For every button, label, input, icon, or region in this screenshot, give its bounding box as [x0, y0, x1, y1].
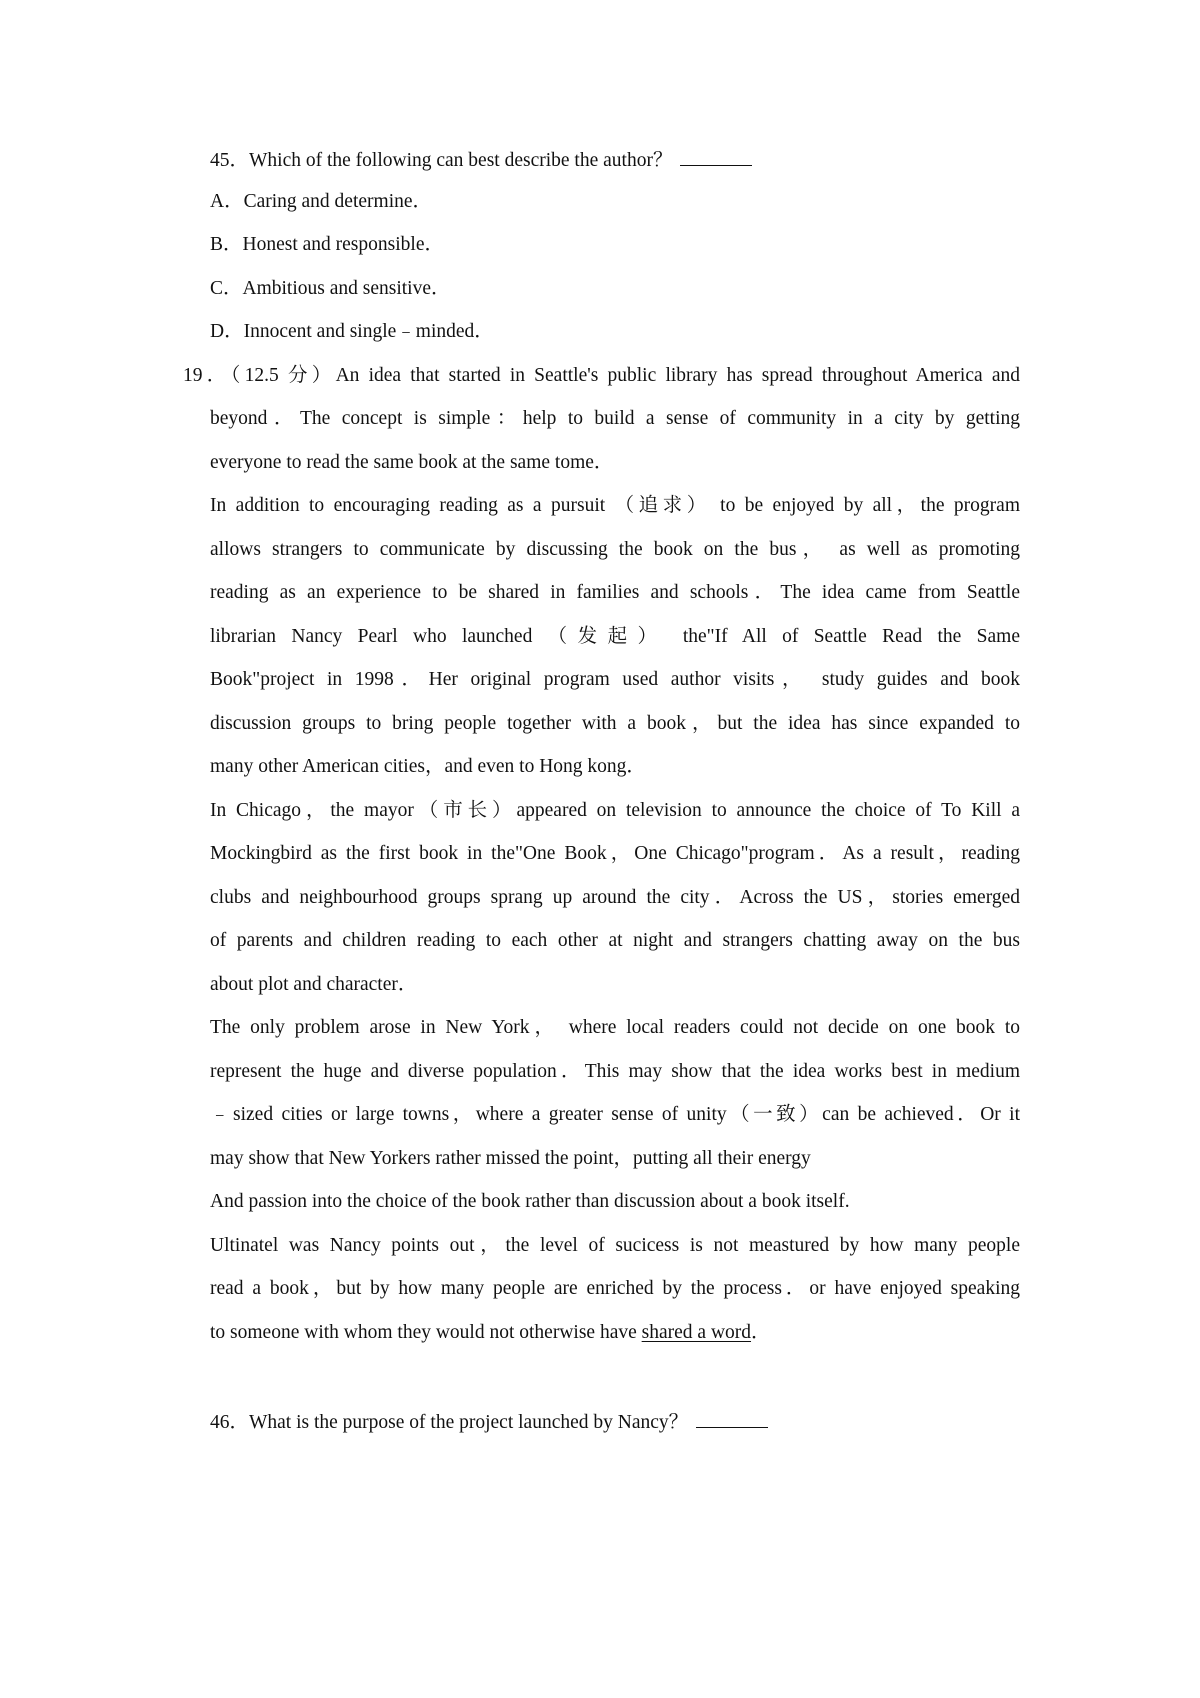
passage-line: In Chicago，the mayor（市长）appeared on television to announce the choice of To Kill a — [210, 800, 1020, 821]
passage-line: The only problem arose in New York， where local readers could not decide on one book to — [210, 1017, 1020, 1038]
passage-line: Mockingbird as the first book in the"One Book，One Chicago"program．As a result，reading — [210, 843, 1020, 864]
option-c: C．Ambitious and sensitive． — [210, 278, 451, 299]
question-45-text: 45．Which of the following can best describe the author？ — [210, 150, 673, 171]
passage-line: discussion groups to bring people together with a book，but the idea has since expanded to — [210, 713, 1020, 734]
passage-line: many other American cities，and even to Hong kong． — [210, 756, 646, 777]
passage-line: In addition to encouraging reading as a pursuit （追求） to be enjoyed by all，the program — [210, 495, 1020, 516]
passage-line: Book"project in 1998．Her original program used author visits， study guides and book — [210, 669, 1020, 690]
passage-line: allows strangers to communicate by discussing the book on the bus， as well as promoting — [210, 539, 1020, 560]
passage-last-line — [210, 1321, 771, 1345]
underlined-phrase: shared a word — [641, 1322, 752, 1343]
passage-line: represent the huge and diverse population．This may show that the idea works best in medium — [210, 1061, 1020, 1082]
question-46-text: 46．What is the purpose of the project launched by Nancy？ — [210, 1412, 689, 1433]
question-46 — [210, 1409, 768, 1435]
passage-line: And passion into the choice of the book rather than discussion about a book itself. — [210, 1191, 850, 1212]
answer-blank-46 — [696, 1409, 768, 1428]
passage-line: Ultinatel was Nancy points out，the level of sucicess is not meastured by how many people — [210, 1235, 1020, 1256]
passage-line: clubs and neighbourhood groups sprang up around the city．Across the US，stories emerged — [210, 887, 1020, 908]
answer-blank-45 — [680, 147, 752, 166]
passage-line: read a book，but by how many people are enriched by the process．or have enjoyed speaking — [210, 1278, 1020, 1299]
passage-line: ﹣sized cities or large towns，where a greater sense of unity（一致）can be achieved．Or it — [210, 1104, 1020, 1125]
passage-line: may show that New Yorkers rather missed the point，putting all their energy — [210, 1148, 811, 1169]
passage-text: to someone with whom they would not otherwise have — [210, 1322, 642, 1343]
option-a: A．Caring and determine． — [210, 191, 433, 212]
passage-line: of parents and children reading to each other at night and strangers chatting away on the bus — [210, 930, 1020, 951]
question-19-header: 19．（12.5 分）An idea that started in Seattle's public library has spread throughout America and — [183, 365, 1020, 386]
passage-line: everyone to read the same book at the same tome． — [210, 452, 614, 473]
passage-line: beyond．The concept is simple：help to build a sense of community in a city by getting — [210, 408, 1020, 429]
option-d: D．Innocent and single﹣minded． — [210, 321, 494, 342]
passage-line: librarian Nancy Pearl who launched （发起） the"If All of Seattle Read the Same — [210, 626, 1020, 647]
passage-line: reading as an experience to be shared in families and schools．The idea came from Seattle — [210, 582, 1020, 603]
passage-line: about plot and character． — [210, 974, 418, 995]
passage-text: ． — [751, 1322, 771, 1343]
question-45 — [210, 147, 752, 173]
option-b: B．Honest and responsible． — [210, 234, 444, 255]
